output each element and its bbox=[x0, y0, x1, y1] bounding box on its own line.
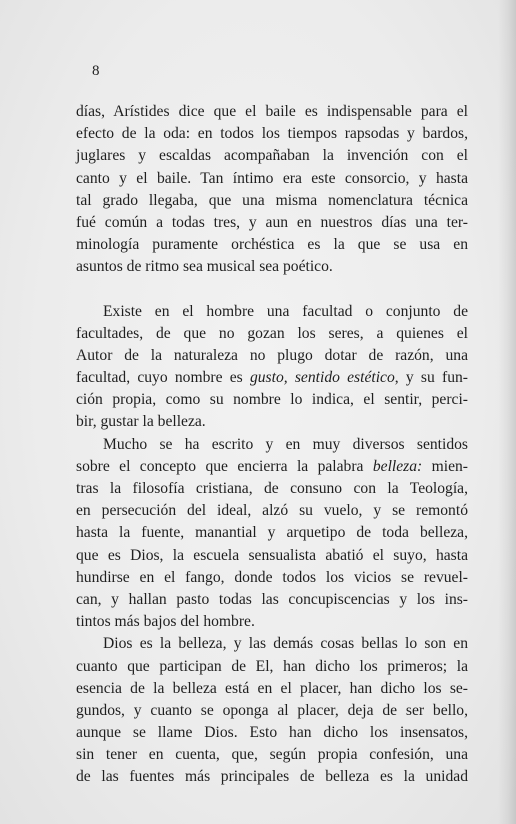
text-line: ción propia, como su nombre lo indica, el sentir, perci- bbox=[76, 391, 468, 409]
text-line: Dios es la belleza, y las demás cosas bellas lo son en bbox=[103, 635, 468, 653]
text-line: de las fuentes más principales de belleza es la unidad bbox=[76, 768, 468, 786]
text-line bbox=[76, 456, 468, 478]
text-line: días, Arístides dice que el baile es indispensable para el bbox=[76, 103, 468, 120]
paragraph bbox=[76, 434, 468, 634]
text-line: tal grado llegaba, que una misma nomenclatura técnica bbox=[76, 191, 468, 209]
text-line: can, y hallan pasto todas las concupiscencias y los ins- bbox=[76, 590, 468, 608]
text-line: hundirse en el fango, donde todos los vicios se revuel- bbox=[76, 568, 468, 586]
text-line: que es Dios, la escuela sensualista abatió el suyo, hasta bbox=[76, 546, 468, 564]
body-text bbox=[76, 101, 468, 789]
text-line: Autor de la naturaleza no plugo dotar de razón, una bbox=[76, 346, 468, 364]
text-line: Mucho se ha escrito y en muy diversos sentidos bbox=[103, 435, 468, 453]
text-line: Existe en el hombre una facultad o conjunto de bbox=[103, 302, 468, 320]
text-line bbox=[76, 367, 468, 389]
text-line: sin tener en cuenta, que, según propia confesión, una bbox=[76, 746, 468, 764]
text-run: sobre el concepto que encierra la palabra bbox=[76, 457, 373, 475]
text-run: , y su fun- bbox=[394, 369, 468, 387]
text-line: aunque se llame Dios. Esto han dicho los insensatos, bbox=[76, 724, 468, 742]
text-line: cuanto que participan de El, han dicho los primeros; la bbox=[76, 657, 468, 675]
paragraph-gap bbox=[76, 279, 468, 301]
page-edge-shadow bbox=[498, 0, 516, 824]
text-run: facultad, cuyo nombre es bbox=[76, 369, 250, 387]
text-line: efecto de la oda: en todos los tiempos rapsodas y bardos, bbox=[76, 125, 468, 143]
text-line: bir, gustar la belleza. bbox=[76, 413, 206, 431]
text-line: facultades, de que no gozan los seres, a quienes el bbox=[76, 324, 468, 342]
paragraph bbox=[76, 633, 468, 788]
text-line: hasta la fuente, manantial y arquetipo de toda belleza, bbox=[76, 524, 468, 542]
text-line: fué común a todas tres, y aun en nuestros días una ter- bbox=[76, 213, 468, 231]
italic-term: gusto, sentido estético bbox=[249, 369, 395, 387]
text-line: gundos, y cuanto se oponga al placer, deja de ser bello, bbox=[76, 701, 468, 719]
text-run: mien- bbox=[422, 457, 468, 475]
page-number: 8 bbox=[92, 63, 100, 79]
text-line: minología puramente orchéstica es la que se usa en bbox=[76, 236, 468, 254]
text-line: asuntos de ritmo sea musical sea poético. bbox=[76, 258, 333, 276]
text-line: esencia de la belleza está en el placer, han dicho los se- bbox=[76, 679, 468, 697]
italic-term: belleza: bbox=[372, 457, 423, 475]
paragraph bbox=[76, 301, 468, 434]
paragraph bbox=[76, 101, 468, 279]
text-line: en persecución del ideal, alzó su vuelo, y se remontó bbox=[76, 502, 468, 520]
text-line: canto y el baile. Tan íntimo era este consorcio, y hasta bbox=[76, 169, 468, 187]
text-line: juglares y escaldas acompañaban la invención con el bbox=[76, 147, 468, 165]
text-line: tras la filosofía cristiana, de consuno con la Teología, bbox=[76, 480, 468, 497]
text-line: tintos más bajos del hombre. bbox=[76, 613, 255, 631]
